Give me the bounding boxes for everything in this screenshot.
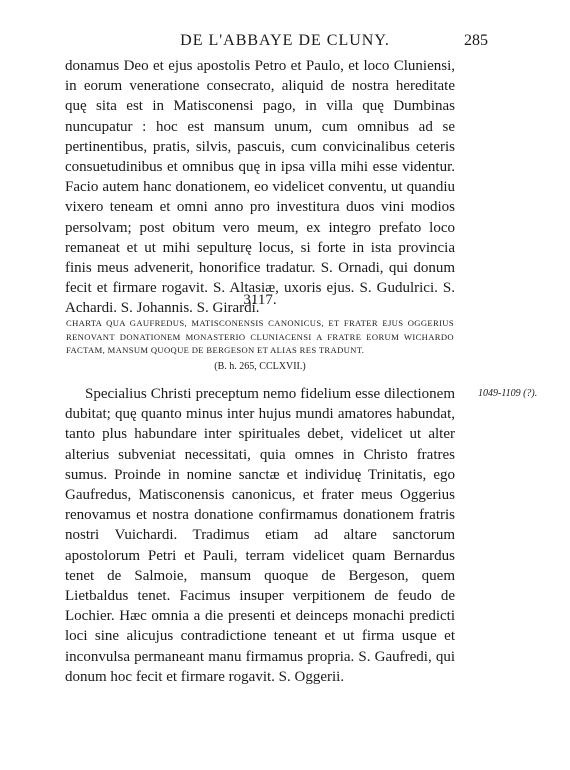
margin-date: 1049-1109 (?). xyxy=(478,388,538,399)
source-reference: (B. h. 265, CCLXVII.) xyxy=(214,361,306,372)
charter-number: 3117. xyxy=(243,292,277,308)
charter-text: Specialius Christi preceptum nemo fidelium esse dilectionem dubitat; quę quanto minus inter hujus mundi amatores habundat, tanto plus habundare inter spirituales debet, videlicet ut alter alterius subveniat necessitati, quia omnes in Christo fratres sumus. Proinde in nomine sanctæ et individuę Trinitatis, ego Gaufredus, Matisconensis canonicus, et frater meus Oggerius renovamus et nostra donatione confirmamus donationem fratris nostri Vuichardi. Tradimus etiam ad altare sanctorum apostolorum Petri et Pauli, terram videlicet quam Bernardus tenet de Salmoie, mansum quoque de Bergeson, quem Lietbaldus tenet. Facimus insuper verpitionem de feudo de Lochier. Hæc omnia a die presenti et deinceps monachi predicti loci sine alicujus contradictione teneant et ut firma usque et inconvulsa permaneant manu firmamus propria. S. Gaufredi, qui donum hoc fecit et firmare rogavit. S. Oggerii. xyxy=(65,386,455,685)
page-header xyxy=(0,32,570,52)
page-number: 285 xyxy=(464,32,488,49)
charter-summary: CHARTA QUA GAUFREDUS, MATISCONENSIS CANONICUS, ET FRATER EJUS OGGERIUS RENOVANT DONATIONEM MONASTERIO CLUNIACENSI A FRATRE EORUM WICHARDO FACTAM, MANSUM QUOQUE DE BERGESON ET ALIAS RES TRADUNT. xyxy=(66,318,454,355)
running-title: DE L'ABBAYE DE CLUNY. xyxy=(180,32,390,49)
previous-charter-text: donamus Deo et ejus apostolis Petro et Paulo, et loco Cluniensi, in eorum veneratione consecrato, aliquid de nostra hereditate quę sita est in Matisconensi pago, in villa quę Dumbinas nuncupatur : hoc est mansum unum, cum omnibus ad se pertinentibus, pratis, silvis, pascuis, cum convicinalibus ceteris consuetudinibus et omnibus quę in ipsa villa mihi esse videntur. Facio autem hanc donationem, eo videlicet conventu, ut quandiu vixero teneam et omni anno pro investitura duos vini modios persolvam; post obitum vero meum, ex integro prefato loco remaneat et ut mihi sepulturę locus, si forte in ista provincia finis meus advenerit, honorifice tradatur. S. Ornadi, qui donum fecit et firmare rogavit. S. Altasiæ, uxoris ejus. S. Gudulrici. S. Achardi. S. Johannis. S. Girardi. xyxy=(65,58,455,317)
